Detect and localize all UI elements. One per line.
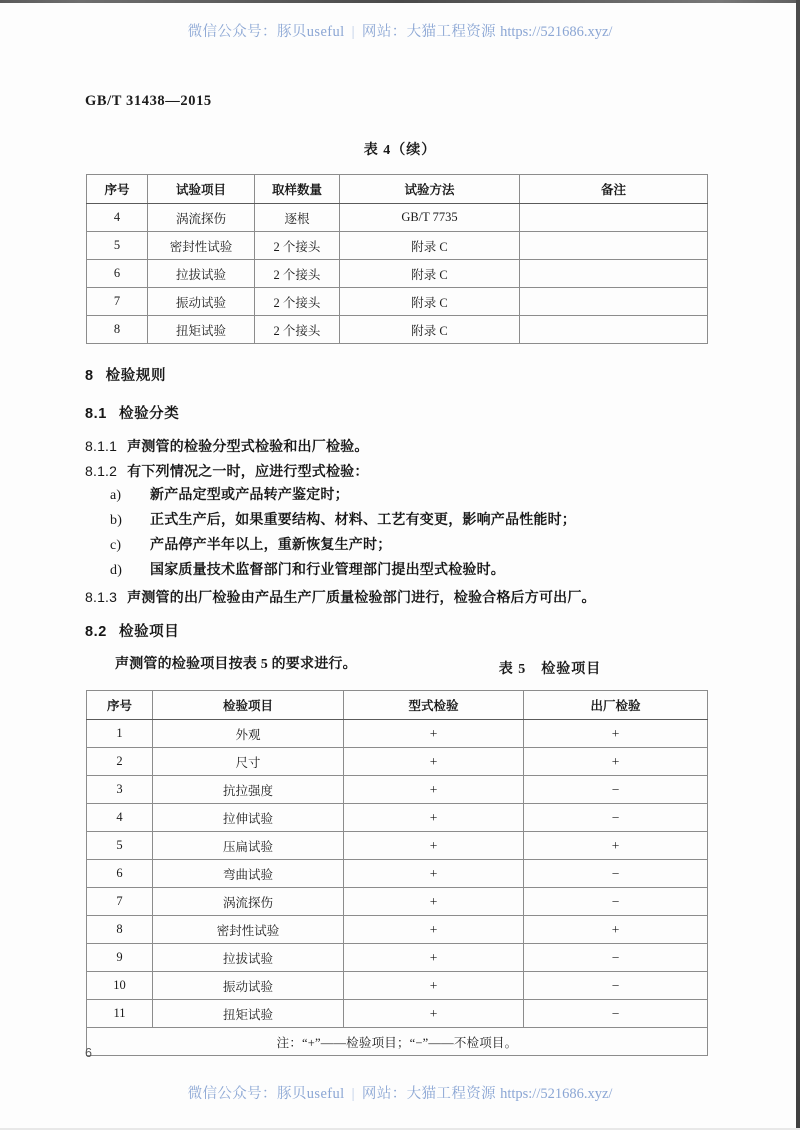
cell-inspection-item: 压扁试验 <box>153 832 344 860</box>
table-4-col-remark: 备注 <box>520 175 708 204</box>
cell-seq: 4 <box>87 804 153 832</box>
list-text-c: 产品停产半年以上，重新恢复生产时； <box>150 538 392 553</box>
cell-factory-test: + <box>524 720 708 748</box>
table-5-caption: 表 5 检验项目 <box>498 662 602 677</box>
table-4-col-sample-qty: 取样数量 <box>255 175 340 204</box>
cell-type-test: + <box>344 804 524 832</box>
list-marker-a: a) <box>110 488 122 503</box>
watermark-url: https://521686.xyz/ <box>500 24 613 40</box>
watermark-top <box>0 20 800 41</box>
watermark-separator: | <box>351 1086 355 1102</box>
cell-factory-test: − <box>524 972 708 1000</box>
cell-test-method: 附录 C <box>340 232 520 260</box>
section-8-title: 检验规则 <box>105 368 167 384</box>
list-item <box>110 561 505 581</box>
section-8-number: 8 <box>85 368 94 384</box>
table-row <box>87 776 708 804</box>
section-8-2-heading <box>85 622 179 643</box>
cell-factory-test: − <box>524 888 708 916</box>
cell-inspection-item: 涡流探伤 <box>153 888 344 916</box>
list-marker-d: d) <box>110 563 123 578</box>
paragraph-8-1-2-number: 8.1.2 <box>85 463 118 479</box>
cell-type-test: + <box>344 776 524 804</box>
cell-factory-test: − <box>524 776 708 804</box>
table-4-col-test-item: 试验项目 <box>148 175 255 204</box>
list-item <box>110 536 391 556</box>
cell-type-test: + <box>344 720 524 748</box>
list-text-d: 国家质量技术监督部门和行业管理部门提出型式检验时。 <box>150 563 505 578</box>
watermark-url: https://521686.xyz/ <box>500 1086 613 1102</box>
table-row <box>87 232 708 260</box>
cell-inspection-item: 抗拉强度 <box>153 776 344 804</box>
watermark-site-label: 网站：大猫工程资源 <box>361 1086 497 1102</box>
cell-inspection-item: 振动试验 <box>153 972 344 1000</box>
cell-seq: 8 <box>87 316 148 344</box>
table-row <box>87 748 708 776</box>
cell-sample-qty: 2 个接头 <box>255 316 340 344</box>
cell-seq: 1 <box>87 720 153 748</box>
cell-inspection-item: 尺寸 <box>153 748 344 776</box>
watermark-wechat-label: 微信公众号：豚贝useful <box>187 1086 345 1102</box>
paragraph-8-1-2-text: 有下列情况之一时，应进行型式检验： <box>127 465 369 480</box>
paragraph-8-1-3-text: 声测管的出厂检验由产品生产厂质量检验部门进行，检验合格后方可出厂。 <box>127 591 596 606</box>
cell-factory-test: − <box>524 860 708 888</box>
table-5-col-inspection-item: 检验项目 <box>153 691 344 720</box>
cell-type-test: + <box>344 972 524 1000</box>
table-row <box>87 804 708 832</box>
cell-seq: 6 <box>87 260 148 288</box>
cell-test-item: 拉拔试验 <box>148 260 255 288</box>
table-note-row <box>87 1028 708 1056</box>
scan-edge-top <box>0 0 800 3</box>
table-4-col-seq: 序号 <box>87 175 148 204</box>
cell-sample-qty: 逐根 <box>255 204 340 232</box>
cell-sample-qty: 2 个接头 <box>255 260 340 288</box>
cell-test-method: GB/T 7735 <box>340 204 520 232</box>
cell-test-item: 密封性试验 <box>148 232 255 260</box>
section-8-1-heading <box>85 404 179 425</box>
table-row <box>87 944 708 972</box>
cell-type-test: + <box>344 832 524 860</box>
cell-type-test: + <box>344 944 524 972</box>
watermark-separator: | <box>351 24 355 40</box>
paragraph-8-1-3 <box>85 587 596 609</box>
cell-test-item: 振动试验 <box>148 288 255 316</box>
cell-seq: 4 <box>87 204 148 232</box>
table-row <box>87 916 708 944</box>
table-row <box>87 260 708 288</box>
cell-remark <box>520 260 708 288</box>
table-5 <box>86 690 708 1056</box>
table-row <box>87 860 708 888</box>
cell-seq: 8 <box>87 916 153 944</box>
watermark-bottom <box>0 1082 800 1103</box>
list-text-b: 正式生产后，如果重要结构、材料、工艺有变更，影响产品性能时； <box>150 513 576 528</box>
cell-remark <box>520 288 708 316</box>
cell-seq: 11 <box>87 1000 153 1028</box>
section-8-1-title: 检验分类 <box>118 406 180 422</box>
cell-inspection-item: 拉伸试验 <box>153 804 344 832</box>
cell-test-item: 涡流探伤 <box>148 204 255 232</box>
cell-type-test: + <box>344 888 524 916</box>
cell-seq: 5 <box>87 832 153 860</box>
section-8-1-number: 8.1 <box>85 406 107 422</box>
page-number: 6 <box>85 1046 92 1060</box>
watermark-wechat-label: 微信公众号：豚贝useful <box>187 24 345 40</box>
cell-sample-qty: 2 个接头 <box>255 288 340 316</box>
cell-inspection-item: 弯曲试验 <box>153 860 344 888</box>
cell-test-method: 附录 C <box>340 316 520 344</box>
table-4-caption: 表 4（续） <box>363 143 437 158</box>
cell-seq: 7 <box>87 288 148 316</box>
table-row <box>87 972 708 1000</box>
cell-sample-qty: 2 个接头 <box>255 232 340 260</box>
cell-type-test: + <box>344 1000 524 1028</box>
list-marker-b: b) <box>110 513 123 528</box>
table-row <box>87 288 708 316</box>
table-row <box>87 316 708 344</box>
cell-remark <box>520 316 708 344</box>
watermark-site-label: 网站：大猫工程资源 <box>361 24 497 40</box>
cell-remark <box>520 232 708 260</box>
cell-seq: 2 <box>87 748 153 776</box>
table-5-col-seq: 序号 <box>87 691 153 720</box>
table-5-note: 注：“+”——检验项目；“−”——不检项目。 <box>87 1028 708 1056</box>
paragraph-8-2: 声测管的检验项目按表 5 的要求进行。 <box>115 657 357 672</box>
paragraph-8-1-3-number: 8.1.3 <box>85 589 118 605</box>
cell-seq: 10 <box>87 972 153 1000</box>
cell-seq: 5 <box>87 232 148 260</box>
paragraph-8-1-1-number: 8.1.1 <box>85 438 118 454</box>
cell-test-method: 附录 C <box>340 288 520 316</box>
cell-factory-test: − <box>524 1000 708 1028</box>
paragraph-8-1-2 <box>85 461 369 483</box>
table-row <box>87 720 708 748</box>
table-4 <box>86 174 708 344</box>
table-row <box>87 832 708 860</box>
cell-inspection-item: 扭矩试验 <box>153 1000 344 1028</box>
cell-remark <box>520 204 708 232</box>
cell-factory-test: + <box>524 748 708 776</box>
table-5-col-type-test: 型式检验 <box>344 691 524 720</box>
list-item <box>110 486 349 506</box>
standard-number-header: GB/T 31438—2015 <box>85 93 212 109</box>
table-row <box>87 1000 708 1028</box>
cell-factory-test: + <box>524 832 708 860</box>
paragraph-8-1-1-text: 声测管的检验分型式检验和出厂检验。 <box>127 440 369 455</box>
cell-seq: 6 <box>87 860 153 888</box>
scan-edge-right <box>796 0 800 1130</box>
list-text-a: 新产品定型或产品转产鉴定时； <box>150 488 349 503</box>
list-marker-c: c) <box>110 538 122 553</box>
list-item <box>110 511 576 531</box>
section-8-heading <box>85 366 166 387</box>
cell-test-method: 附录 C <box>340 260 520 288</box>
table-5-col-factory-test: 出厂检验 <box>524 691 708 720</box>
table-5-header-row <box>87 691 708 720</box>
table-row <box>87 204 708 232</box>
section-8-2-title: 检验项目 <box>118 624 180 640</box>
cell-factory-test: − <box>524 804 708 832</box>
table-4-col-test-method: 试验方法 <box>340 175 520 204</box>
cell-inspection-item: 外观 <box>153 720 344 748</box>
cell-factory-test: − <box>524 944 708 972</box>
cell-inspection-item: 密封性试验 <box>153 916 344 944</box>
cell-type-test: + <box>344 860 524 888</box>
table-4-header-row <box>87 175 708 204</box>
cell-type-test: + <box>344 748 524 776</box>
cell-seq: 9 <box>87 944 153 972</box>
table-row <box>87 888 708 916</box>
paragraph-8-1-1 <box>85 436 369 458</box>
cell-inspection-item: 拉拔试验 <box>153 944 344 972</box>
cell-seq: 3 <box>87 776 153 804</box>
cell-test-item: 扭矩试验 <box>148 316 255 344</box>
cell-type-test: + <box>344 916 524 944</box>
cell-factory-test: + <box>524 916 708 944</box>
cell-seq: 7 <box>87 888 153 916</box>
section-8-2-number: 8.2 <box>85 624 107 640</box>
